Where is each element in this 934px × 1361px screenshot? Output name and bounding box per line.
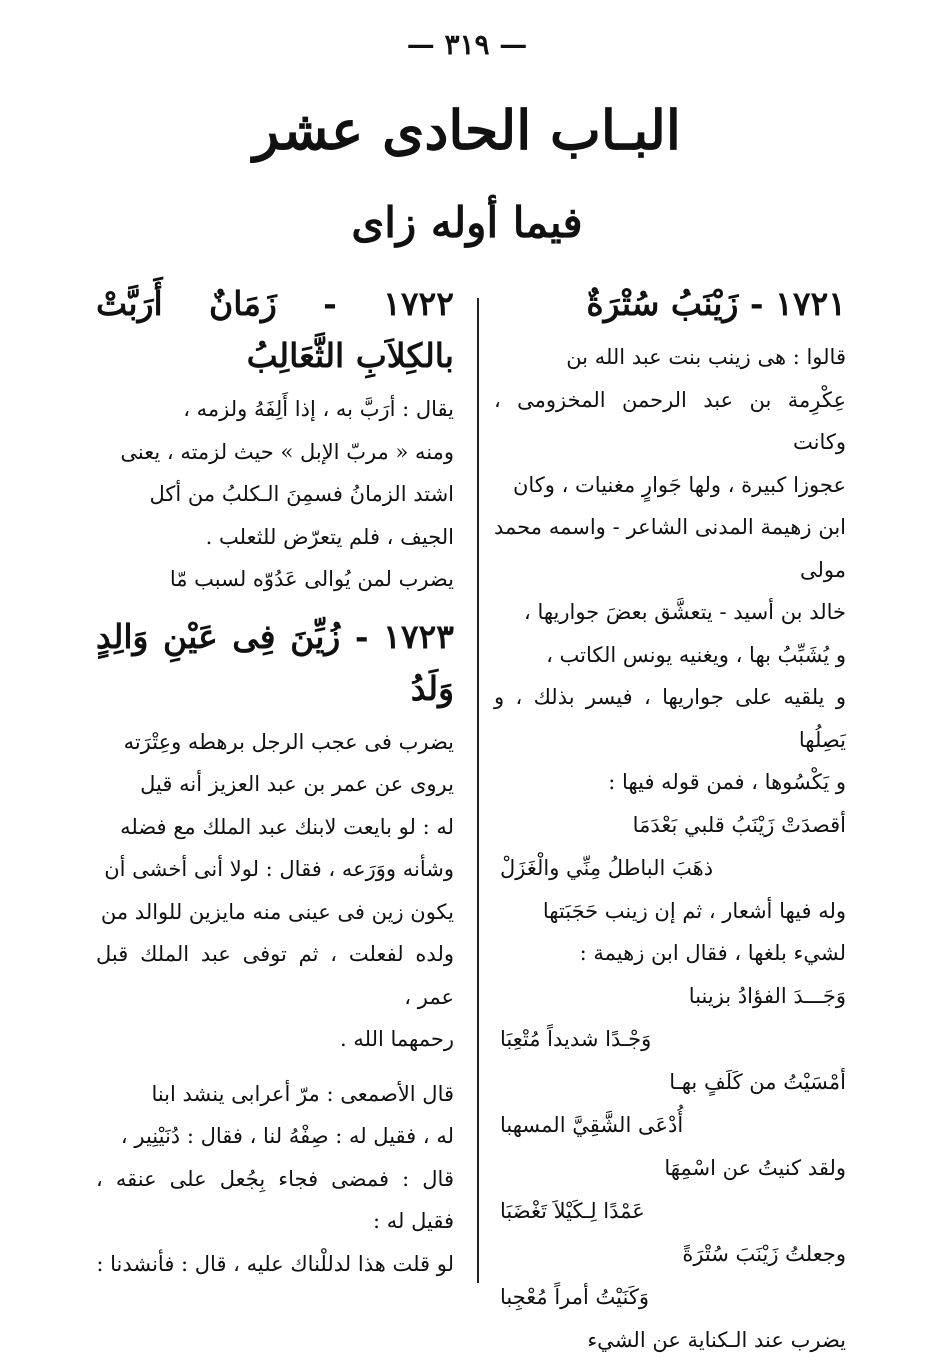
text-line: الجيف ، فلم يتعرّض للثعلب . [96, 516, 454, 559]
verse-hemistich: وَجْـدًا شديداً مُتْعِبَا [494, 1018, 846, 1061]
text-line: يضرب عند الـكناية عن الشيء [494, 1319, 846, 1361]
text-line: ابن زهيمة المدنى الشاعر - واسمه محمد مولى [494, 506, 846, 591]
text-line: قالوا : هى زينب بنت عبد الله بن [494, 336, 846, 379]
text-line: لو قلت هذا لدللْناك عليه ، قال : فأنشدنا : [96, 1243, 454, 1286]
text-line: يكون زين فى عينى منه مايزين للوالد من [96, 891, 454, 934]
page-number: — ٣١٩ — [0, 28, 934, 61]
verse-hemistich: أقصدَتْ زَيْنَبُ قلبي بَعْدَمَا [494, 804, 846, 847]
verse-hemistich: أمْسَيْتُ من كَلَفٍ بهـا [494, 1061, 846, 1104]
text-line: و يَكْسُوها ، فمن قوله فيها : [494, 761, 846, 804]
text-line: خالد بن أسيد - يتعشَّق بعضَ جواريها ، [494, 591, 846, 634]
text-line: قال الأصمعى : مرّ أعرابى ينشد ابنا [96, 1073, 454, 1116]
entry-1722-heading: ١٧٢٢ - زَمَانٌ أَرَبَّتْ بالكِلاَبِ الثَّعَالِبُ [96, 278, 454, 382]
column-divider [477, 298, 479, 1283]
verse-hemistich: عَمْدًا لِـكَيْلاَ تَغْضَبَا [494, 1190, 846, 1233]
text-line: له : لو بايعت لابنك عبد الملك مع فضله [96, 806, 454, 849]
text-line: اشتد الزمانُ فسمِنَ الـكلبُ من أكل [96, 473, 454, 516]
text-line: له ، فقيل له : صِفْهُ لنا ، فقال : دُنَيْنِير ، [96, 1115, 454, 1158]
verse-hemistich: وَكَنَيْتُ أمراً مُعْجِبا [494, 1276, 846, 1319]
verse-hemistich: وَجَـــدَ الفؤادُ بزينبا [494, 975, 846, 1018]
entry-1723-heading: ١٧٢٣ - زُيِّنَ فِى عَيْنِ وَالِدٍ وَلَدُ [96, 611, 454, 715]
text-line: ومنه « مربّ الإبل » حيث لزمته ، يعنى [96, 431, 454, 474]
entry-1721-heading: ١٧٢١ - زَيْنَبُ سُتْرَةٌ [494, 278, 846, 330]
text-line: وشأنه ووَرَعه ، فقال : لولا أنى أخشى أن [96, 848, 454, 891]
text-line: لشيء بلغها ، فقال ابن زهيمة : [494, 932, 846, 975]
text-line: رحمهما الله . [96, 1018, 454, 1061]
paragraph-gap [96, 1061, 454, 1073]
chapter-title: البـاب الحادى عشر [0, 98, 934, 162]
verse-hemistich: أُدْعَى الشَّقِيَّ المسهبا [494, 1104, 846, 1147]
left-column [96, 278, 454, 1285]
verse-hemistich: وجعلتُ زَيْنَبَ سُتْرَةً [494, 1233, 846, 1276]
text-line: و يلقيه على جواريها ، فيسر بذلك ، و يَصِلُها [494, 676, 846, 761]
verse-hemistich: ولقد كنيتُ عن اسْمِهَا [494, 1147, 846, 1190]
text-line: يقال : أرَبَّ به ، إذا أَلِفَهُ ولزمه ، [96, 388, 454, 431]
text-line: و يُشَبِّبُ بها ، ويغنيه يونس الكاتب ، [494, 634, 846, 677]
verse-hemistich: ذهَبَ الباطلُ مِنِّي والْغَزَلْ [494, 847, 846, 890]
text-line: يضرب لمن يُوالى عَدُوّه لسبب مّا [96, 558, 454, 601]
text-line: يضرب فى عجب الرجل برهطه وعِتْرَته [96, 721, 454, 764]
text-line: يروى عن عمر بن عبد العزيز أنه قيل [96, 763, 454, 806]
text-line: عجوزا كبيرة ، ولها جَوارٍ مغنيات ، وكان [494, 464, 846, 507]
text-line: وله فيها أشعار ، ثم إن زينب حَجَبَتها [494, 890, 846, 933]
chapter-subtitle: فيما أوله زاى [0, 198, 934, 247]
right-column [494, 278, 846, 1361]
text-line: عِكْرِمة بن عبد الرحمن المخزومى ، وكانت [494, 379, 846, 464]
text-line: ولده لفعلت ، ثم توفى عبد الملك قبل عمر ، [96, 933, 454, 1018]
text-line: قال : فمضى فجاء بِجُعل على عنقه ، فقيل له : [96, 1158, 454, 1243]
